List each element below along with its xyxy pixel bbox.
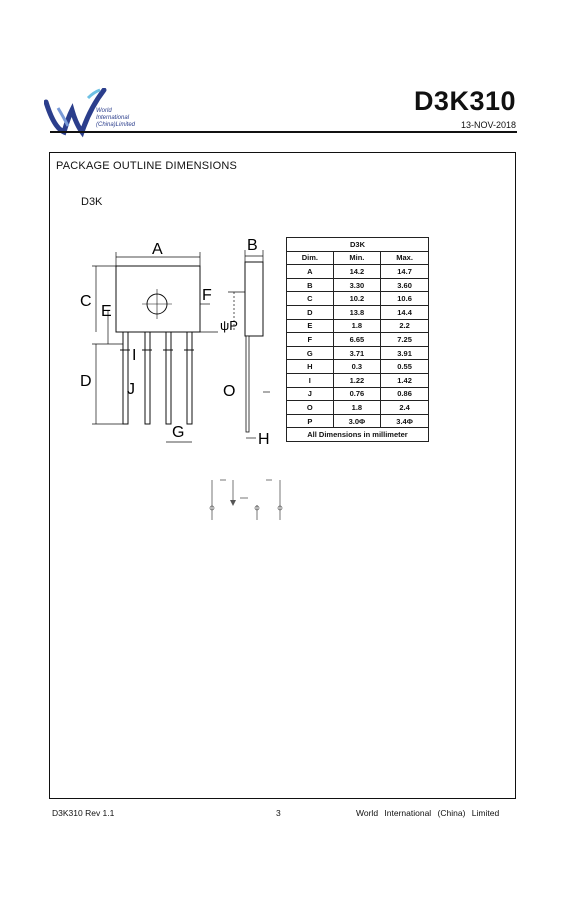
- table-header: Max.: [381, 251, 429, 265]
- dim-label-i: I: [132, 347, 137, 364]
- dim-min-cell: 1.8: [333, 401, 381, 415]
- dim-min-cell: 3.30: [333, 278, 381, 292]
- header-divider: [50, 131, 517, 133]
- table-row: [287, 319, 429, 333]
- dim-min-cell: 3.0Φ: [333, 414, 381, 428]
- logo-line: International: [96, 115, 130, 121]
- table-row: [287, 265, 429, 279]
- dim-min-cell: 6.65: [333, 333, 381, 347]
- dim-max-cell: 14.7: [381, 265, 429, 279]
- table-body: [287, 265, 429, 428]
- part-number: D3K310: [413, 86, 516, 116]
- dim-name-cell: G: [287, 346, 334, 360]
- dim-name-cell: H: [287, 360, 334, 374]
- table-row: [287, 346, 429, 360]
- dim-label-o: O: [223, 383, 236, 400]
- dim-max-cell: 2.4: [381, 401, 429, 415]
- logo-text: [96, 108, 135, 129]
- dim-max-cell: 7.25: [381, 333, 429, 347]
- dim-max-cell: 3.91: [381, 346, 429, 360]
- dim-max-cell: 1.42: [381, 373, 429, 387]
- dim-label-p: ψP: [220, 318, 238, 333]
- dim-name-cell: E: [287, 319, 334, 333]
- dimensions-table: [286, 237, 429, 442]
- dim-name-cell: F: [287, 333, 334, 347]
- dim-min-cell: 0.76: [333, 387, 381, 401]
- footer-page-number: 3: [276, 808, 281, 818]
- table-row: [287, 292, 429, 306]
- table-footer: All Dimensions in millimeter: [287, 428, 429, 442]
- dim-max-cell: 10.6: [381, 292, 429, 306]
- dim-max-cell: 14.4: [381, 305, 429, 319]
- table-row: [287, 387, 429, 401]
- table-row: [287, 401, 429, 415]
- dim-label-h: H: [258, 431, 270, 448]
- dim-label-e: E: [101, 303, 112, 320]
- logo-line: World: [96, 108, 112, 114]
- dim-name-cell: J: [287, 387, 334, 401]
- dim-min-cell: 10.2: [333, 292, 381, 306]
- table-row: [287, 333, 429, 347]
- dim-max-cell: 3.60: [381, 278, 429, 292]
- dim-label-a: A: [152, 241, 163, 258]
- dim-label-g: G: [172, 424, 185, 441]
- dim-name-cell: P: [287, 414, 334, 428]
- pin-layout-drawing: [200, 470, 295, 540]
- dim-name-cell: B: [287, 278, 334, 292]
- dim-min-cell: 13.8: [333, 305, 381, 319]
- dim-label-f: F: [202, 287, 212, 304]
- dim-label-j: J: [127, 381, 135, 398]
- document-date: 13-NOV-2018: [460, 120, 516, 130]
- dim-name-cell: I: [287, 373, 334, 387]
- table-header: Min.: [333, 251, 381, 265]
- dim-label-d: D: [80, 373, 92, 390]
- table-header: Dim.: [287, 251, 334, 265]
- dim-max-cell: 0.55: [381, 360, 429, 374]
- dim-min-cell: 1.8: [333, 319, 381, 333]
- package-outline-drawing: [60, 232, 290, 452]
- dim-label-c: C: [80, 293, 92, 310]
- table-row: [287, 305, 429, 319]
- footer-company: World International (China) Limited: [356, 808, 500, 818]
- dim-min-cell: 0.3: [333, 360, 381, 374]
- logo-line: (China)Limited: [96, 122, 136, 128]
- dim-name-cell: D: [287, 305, 334, 319]
- dim-name-cell: A: [287, 265, 334, 279]
- dim-min-cell: 1.22: [333, 373, 381, 387]
- footer-revision: D3K310 Rev 1.1: [52, 808, 115, 818]
- table-row: [287, 360, 429, 374]
- table-row: [287, 278, 429, 292]
- dim-min-cell: 3.71: [333, 346, 381, 360]
- dim-name-cell: C: [287, 292, 334, 306]
- dim-max-cell: 2.2: [381, 319, 429, 333]
- section-title: PACKAGE OUTLINE DIMENSIONS: [56, 160, 238, 172]
- table-row: [287, 414, 429, 428]
- dim-max-cell: 3.4Φ: [381, 414, 429, 428]
- dim-name-cell: O: [287, 401, 334, 415]
- package-name: D3K: [81, 196, 103, 208]
- dim-max-cell: 0.86: [381, 387, 429, 401]
- dim-label-b: B: [247, 237, 258, 254]
- table-row: [287, 373, 429, 387]
- table-title: D3K: [287, 238, 429, 252]
- dim-min-cell: 14.2: [333, 265, 381, 279]
